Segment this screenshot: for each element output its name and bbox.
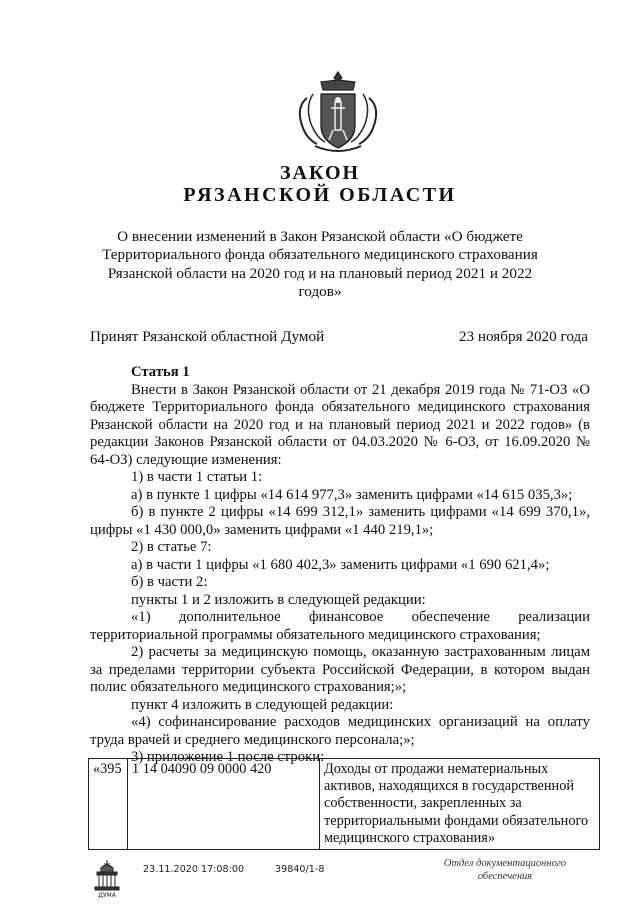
paragraph: пункт 4 изложить в следующей редакции:: [131, 696, 394, 713]
article-body: [90, 364, 590, 767]
table-row: [89, 759, 600, 850]
adoption-date: 23 ноября 2020 года: [458, 328, 588, 345]
paragraph: 2) расчеты за медицинскую помощь, оказанную застрахованным лицам за пределами территории субъекта Российской Федерации, в котором выдан полис обязательного медицинского страхования;»;: [90, 644, 590, 695]
footer-department-stamp: Отдел документационного обеспечения: [443, 858, 567, 882]
duma-logo-icon: [91, 858, 123, 898]
document-title: ЗАКОН: [279, 162, 361, 184]
coat-of-arms-icon: [291, 68, 385, 156]
table-cell-kbk: 1 14 04090 09 0000 420: [128, 759, 320, 850]
paragraph: «4) софинансирование расходов медицинских организаций на оплату труда врачей и среднего медицинского персонала;»;: [90, 714, 590, 748]
table-cell-code: «395: [89, 759, 128, 850]
document-title-region: РЯЗАНСКОЙ ОБЛАСТИ: [183, 184, 457, 206]
footer-timestamp: 23.11.2020 17:08:00: [143, 864, 245, 875]
paragraph: «1) дополнительное финансовое обеспечение реализации территориальной программы обязательного медицинского страхования;: [90, 609, 590, 643]
paragraph: 1) в части 1 статьи 1:: [131, 469, 263, 485]
paragraph: б) в части 2:: [131, 574, 208, 590]
article-heading: Статья 1: [131, 364, 190, 380]
paragraph: 3) приложение 1 после строки:: [131, 749, 325, 765]
document-subtitle: О внесении изменений в Закон Рязанской области «О бюджете Территориального фонда обязательного медицинского страхования Рязанской области на 2020 год и на плановый период 2021 и 2022 годов»: [102, 228, 538, 300]
paragraph: Внести в Закон Рязанской области от 21 декабря 2019 года № 71-ОЗ «О бюджете Территориального фонда обязательного медицинского страхования Рязанской области на 2020 год и на плановый период 2021 и 2022 годов» (в редакции Законов Рязанской области от 04.03.2020 № 6-ОЗ, от 16.09.2020 № 64-ОЗ) следующие изменения:: [90, 381, 590, 468]
adopted-by: Принят Рязанской областной Думой: [90, 328, 325, 345]
paragraph: 2) в статье 7:: [131, 539, 212, 555]
amendment-table: [88, 758, 600, 850]
table-cell-description: Доходы от продажи нематериальных активов, находящихся в государственной собственности, закрепленных за территориальными фондами обязательного медицинского страхования»: [320, 759, 600, 850]
paragraph: б) в пункте 2 цифры «14 699 312,1» заменить цифрами «14 699 370,1», цифры «1 430 000,0» заменить цифрами «1 440 219,1»;: [90, 504, 590, 538]
paragraph: пункты 1 и 2 изложить в следующей редакции:: [131, 591, 426, 608]
duma-logo-label: ДУМА: [98, 892, 116, 898]
footer-doc-code: 39840/1-8: [275, 864, 325, 875]
paragraph: а) в части 1 цифры «1 680 402,3» заменить цифрами «1 690 621,4»;: [131, 556, 550, 573]
paragraph: а) в пункте 1 цифры «14 614 977,3» заменить цифрами «14 615 035,3»;: [131, 486, 573, 503]
